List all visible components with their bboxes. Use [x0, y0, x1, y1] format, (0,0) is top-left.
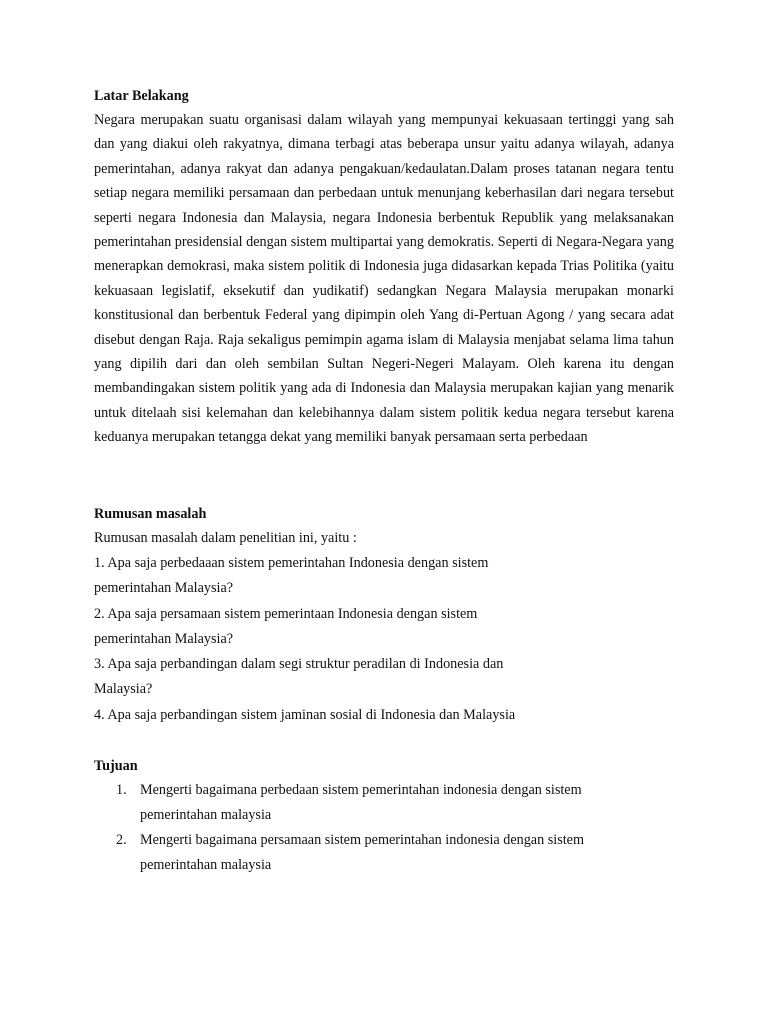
rumusan-masalah-item-2: 2. Apa saja persamaan sistem pemerintaan Indonesia dengan sistem pemerintahan Malaysia?	[94, 605, 478, 647]
rumusan-masalah-item-4: 4. Apa saja perbandingan sistem jaminan sosial di Indonesia dan Malaysia	[94, 706, 516, 723]
rumusan-masalah-item-1: 1. Apa saja perbedaaan sistem pemerintahan Indonesia dengan sistem pemerintahan Malaysia?	[94, 554, 489, 597]
tujuan-item-text: Mengerti bagaimana persamaan sistem pemerintahan indonesia dengan sistem pemerintahan malaysia	[140, 832, 585, 874]
tujuan-item-2	[94, 828, 640, 878]
tujuan-list	[94, 778, 674, 878]
heading-rumusan-masalah: Rumusan masalah	[94, 505, 207, 522]
rumusan-masalah-intro: Rumusan masalah dalam penelitian ini, yaitu :	[94, 529, 357, 546]
list-number: 1.	[116, 782, 127, 799]
section-spacer	[94, 450, 674, 502]
heading-latar-belakang: Latar Belakang	[94, 88, 189, 104]
section-spacer	[94, 728, 674, 754]
heading-tujuan: Tujuan	[94, 758, 138, 775]
rumusan-masalah-item-3: 3. Apa saja perbandingan dalam segi struktur peradilan di Indonesia dan Malaysia?	[94, 656, 504, 698]
document-page	[94, 84, 674, 878]
list-number: 2.	[116, 832, 127, 849]
tujuan-item-text: Mengerti bagaimana perbedaan sistem pemerintahan indonesia dengan sistem pemerintahan malaysia	[140, 782, 582, 824]
tujuan-item-1	[94, 778, 640, 828]
paragraph-latar-belakang: Negara merupakan suatu organisasi dalam wilayah yang mempunyai kekuasaan tertinggi yang sah dan yang diakui oleh rakyatnya, dimana terbagi atas beberapa unsur yaitu adanya wilayah, adanya pemerintahan, adanya rakyat dan adanya pengakuan/kedaulatan.Dalam proses tatanan negara tentu setiap negara memiliki persamaan dan perbedaan untuk menunjang keberhasilan dari negara tersebut seperti negara Indonesia dan Malaysia, negara Indonesia berbentuk Republik yang melaksanakan pemerintahan presidensial dengan sistem multipartai yang demokratis. Seperti di Negara-Negara yang menerapkan demokrasi, maka sistem politik di Indonesia juga didasarkan kepada Trias Politika (yaitu kekuasaan legislatif, eksekutif dan yudikatif) sedangkan Negara Malaysia merupakan monarki konstitusional dan berbentuk Federal yang dipimpin oleh Yang di-Pertuan Agong / yang secara adat disebut dengan Raja. Raja sekaligus pemimpin agama islam di Malaysia menjabat selama lima tahun yang dipilih dari dan oleh sembilan Sultan Negeri-Negeri Malayam. Oleh karena itu dengan membandingakan sistem politik yang ada di Indonesia dan Malaysia merupakan kajian yang menarik untuk ditelaah sisi kelemahan dan kelebihannya dalam sistem politik kedua negara tersebut karena keduanya merupakan tetangga dekat yang memiliki banyak persamaan serta perbedaan	[94, 112, 674, 446]
